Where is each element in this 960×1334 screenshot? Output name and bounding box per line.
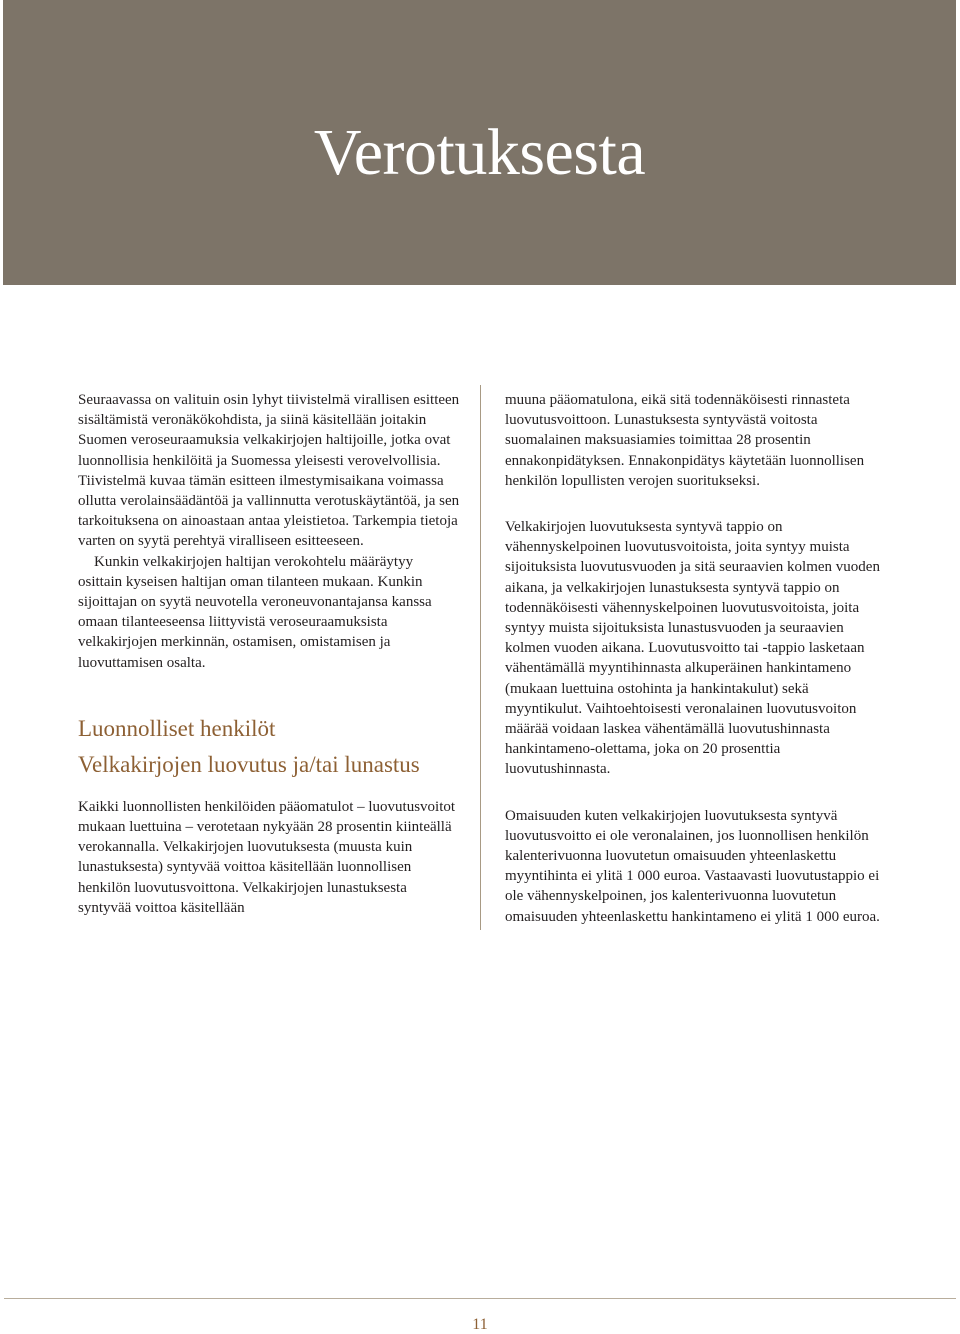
page-number: 11 (472, 1316, 488, 1333)
column-divider (480, 385, 481, 930)
advice-paragraph: Kunkin velkakirjojen haltijan verokohtelu määräytyy osittain kyseisen haltijan oman tilanteen mukaan. Kunkin sijoittajan on syytä neuvotella veroneuvonantajansa kanssa omaan tilanteeseensa liittyvistä veroseuraamuksista velkakirjojen merkinnän, ostamisen, omistamisen ja luovuttamisen osalta. (78, 553, 432, 671)
right-paragraph: Omaisuuden kuten velkakirjojen luovutuksesta syntyvä luovutusvoitto ei ole veronalainen, jos luonnollisen henkilön kalenterivuonna luovutetun omaisuuden yhteenlaskettu myyntihinta ei ylitä 1 000 euroa. Vastaavasti luovutustappio ei ole vähennyskelpoinen, jos kalenterivuonna luovutetun omaisuuden yhteenlaskettu hankintameno ei ylitä 1 000 euroa. (505, 807, 880, 925)
title-banner (3, 0, 956, 285)
page-title: Verotuksesta (313, 116, 646, 189)
right-paragraph: muuna pääomatulona, eikä sitä todennäköisesti rinnasteta luovutusvoittoon. Lunastuksesta syntyvästä voitosta suomalainen maksuasiamies toimittaa 28 prosentin ennakonpidätyksen. Ennakonpidätys käytetään luonnollisen henkilön lopullisten verojen suoritukseksi. (505, 392, 865, 489)
footer-rule (4, 1298, 956, 1299)
subsection-heading: Velkakirjojen luovutus ja/tai lunastus (78, 751, 420, 777)
right-column (505, 390, 887, 927)
section-paragraph: Kaikki luonnollisten henkilöiden pääomatulot – luovutusvoitot mukaan luettuina – verotetaan nykyään 28 prosentin kiinteällä verokannalla. Velkakirjojen luovutuksesta (muusta kuin lunastuksesta) syntyvää voittoa käsitellään luonnollisen henkilön luovutusvoittona. Velkakirjojen lunastuksesta syntyvää voittoa käsitellään (78, 798, 456, 916)
left-column (78, 390, 460, 918)
right-paragraph: Velkakirjojen luovutuksesta syntyvä tappio on vähennyskelpoinen luovutusvoitoista, joita syntyy muista sijoituksista luovutusvuoden ja sitä seuraavien kolmen vuoden aikana, ja velkakirjojen lunastuksesta syntyvä tappio on todennäköisesti vähennyskelpoinen luovutusvoitoista, joita syntyy muista sijoituksista lunastusvuoden ja seuraavien kolmen vuoden aikana. Luovutusvoitto tai -tappio lasketaan vähentämällä myyntihinnasta alkuperäinen hankintameno (mukaan luettuina ostohinta ja hankintakulut) sekä myyntikulut. Vaihtoehtoisesti veronalainen luovutusvoiton määrää voidaan laskea vähentämällä luovutushinnasta hankintameno-olettama, joka on 20 prosenttia luovutushinnasta. (505, 519, 880, 778)
section-headings (78, 711, 460, 783)
intro-paragraph: Seuraavassa on valituin osin lyhyt tiivistelmä virallisen esitteen sisältämistä veronäkökohdista, ja siinä käsitellään joitakin Suomen veroseuraamuksia velkakirjojen haltijoille, jotka ovat luonnollisia henkilöitä ja Suomessa yleisesti verovelvollisia. Tiivistelmä kuvaa tämän esitteen ilmestymisaikana voimassa ollutta verolainsäädäntöä ja vallinnutta verotuskäytäntöä, ja sen tarkoituksena on ainoastaan antaa yleistietoa. Tarkempia tietoja varten on syytä perehtyä viralliseen esitteeseen. (78, 392, 460, 550)
section-heading: Luonnolliset henkilöt (78, 715, 276, 741)
